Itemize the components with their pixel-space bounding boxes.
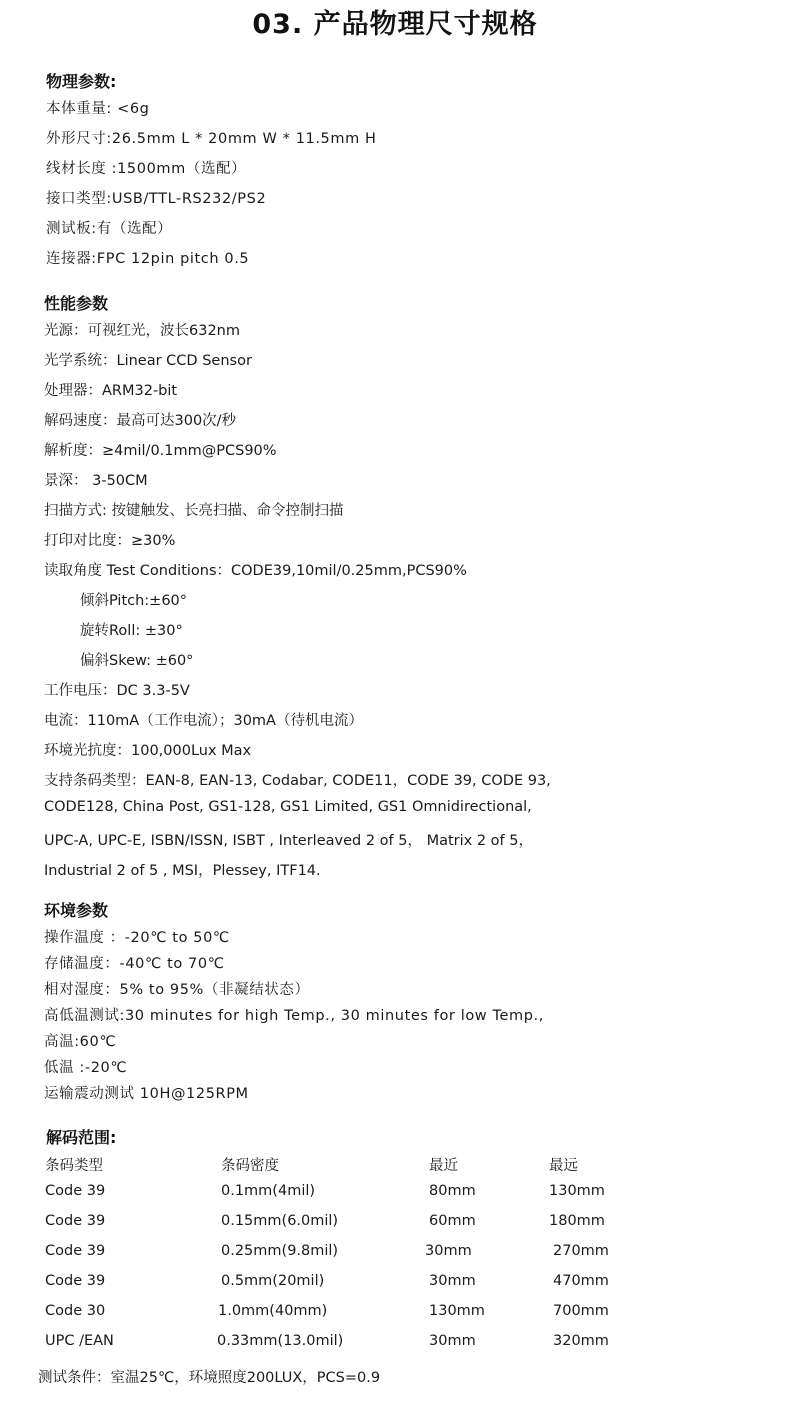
roll-line: 旋转Roll: ±30° — [80, 623, 183, 639]
optics-line: 光学系统：Linear CCD Sensor — [44, 353, 252, 369]
row-type: UPC /EAN — [45, 1333, 114, 1349]
storage-temp-line: 存储温度：-40℃ to 70℃ — [44, 956, 225, 972]
row-far: 700mm — [553, 1303, 609, 1319]
row-far: 320mm — [553, 1333, 609, 1349]
row-near: 30mm — [429, 1273, 476, 1289]
row-near: 30mm — [425, 1243, 472, 1259]
skew-line: 偏斜Skew: ±60° — [80, 653, 194, 669]
current-line: 电流：110mA（工作电流）；30mA（待机电流） — [44, 713, 363, 729]
symbologies-line-4: Industrial 2 of 5 , MSI，Plessey, ITF14. — [44, 863, 321, 879]
row-near: 30mm — [429, 1333, 476, 1349]
physical-heading: 物理参数: — [46, 72, 117, 91]
row-far: 470mm — [553, 1273, 609, 1289]
row-type: Code 30 — [45, 1303, 106, 1319]
row-far: 180mm — [549, 1213, 605, 1229]
row-density: 0.15mm(6.0mil) — [221, 1213, 339, 1229]
temp-test-line: 高低温测试:30 minutes for high Temp., 30 minutes for low Temp., — [44, 1008, 544, 1024]
pitch-line: 倾斜Pitch:±60° — [80, 593, 188, 609]
read-angle-line: 读取角度 Test Conditions：CODE39,10mil/0.25mm,PCS90% — [44, 563, 467, 579]
row-type: Code 39 — [45, 1213, 106, 1229]
row-near: 80mm — [429, 1183, 476, 1199]
column-header-far: 最远 — [549, 1158, 578, 1174]
row-near: 60mm — [429, 1213, 476, 1229]
performance-heading: 性能参数 — [44, 294, 109, 313]
test-conditions-note: 测试条件：室温25℃，环境照度200LUX，PCS=0.9 — [38, 1370, 381, 1386]
row-density: 0.1mm(4mil) — [221, 1183, 316, 1199]
connector-line: 连接器:FPC 12pin pitch 0.5 — [46, 251, 250, 267]
interface-line: 接口类型:USB/TTL-RS232/PS2 — [46, 191, 267, 207]
environment-heading: 环境参数 — [44, 901, 109, 920]
cable-line: 线材长度 :1500mm（选配） — [46, 161, 247, 177]
symbologies-line-1: 支持条码类型：EAN-8, EAN-13, Codabar, CODE11，CODE 39, CODE 93, — [44, 773, 551, 789]
scan-mode-line: 扫描方式: 按键触发、长亮扫描、命令控制扫描 — [44, 503, 344, 519]
decode-speed-line: 解码速度：最高可达300次/秒 — [44, 413, 237, 429]
op-temp-line: 操作温度 ：-20℃ to 50℃ — [44, 930, 230, 946]
vibration-line: 运输震动测试 10H@125RPM — [44, 1086, 249, 1102]
row-type: Code 39 — [45, 1183, 106, 1199]
voltage-line: 工作电压：DC 3.3-5V — [44, 683, 190, 699]
column-header-near: 最近 — [429, 1158, 458, 1174]
row-far: 130mm — [549, 1183, 605, 1199]
symbologies-line-3: UPC-A, UPC-E, ISBN/ISSN, ISBT , Interleaved 2 of 5， Matrix 2 of 5， — [44, 833, 533, 849]
high-temp-line: 高温:60℃ — [44, 1034, 117, 1050]
processor-line: 处理器：ARM32-bit — [44, 383, 178, 399]
row-near: 130mm — [429, 1303, 485, 1319]
low-temp-line: 低温 :-20℃ — [44, 1060, 128, 1076]
depth-line: 景深： 3-50CM — [44, 473, 148, 489]
size-line: 外形尺寸:26.5mm L * 20mm W * 11.5mm H — [46, 131, 377, 147]
column-header-type: 条码类型 — [45, 1158, 103, 1174]
weight-line: 本体重量: <6g — [46, 101, 150, 117]
resolution-line: 解析度：≥4mil/0.1mm@PCS90% — [44, 443, 277, 459]
row-density: 1.0mm(40mm) — [218, 1303, 328, 1319]
row-type: Code 39 — [45, 1243, 106, 1259]
row-far: 270mm — [553, 1243, 609, 1259]
humidity-line: 相对湿度：5% to 95%（非凝结状态） — [44, 982, 310, 998]
test-board-line: 测试板:有（选配） — [46, 221, 173, 237]
page-title: 03. 产品物理尺寸规格 — [252, 9, 538, 40]
column-header-density: 条码密度 — [221, 1158, 279, 1174]
light-source-line: 光源：可视红光，波长632nm — [44, 323, 240, 339]
row-density: 0.5mm(20mil) — [221, 1273, 325, 1289]
symbologies-line-2: CODE128, China Post, GS1-128, GS1 Limited, GS1 Omnidirectional, — [44, 799, 532, 815]
row-density: 0.33mm(13.0mil) — [217, 1333, 344, 1349]
row-type: Code 39 — [45, 1273, 106, 1289]
row-density: 0.25mm(9.8mil) — [221, 1243, 339, 1259]
decode-range-heading: 解码范围: — [46, 1128, 117, 1147]
contrast-line: 打印对比度：≥30% — [44, 533, 176, 549]
ambient-light-line: 环境光抗度：100,000Lux Max — [44, 743, 252, 759]
